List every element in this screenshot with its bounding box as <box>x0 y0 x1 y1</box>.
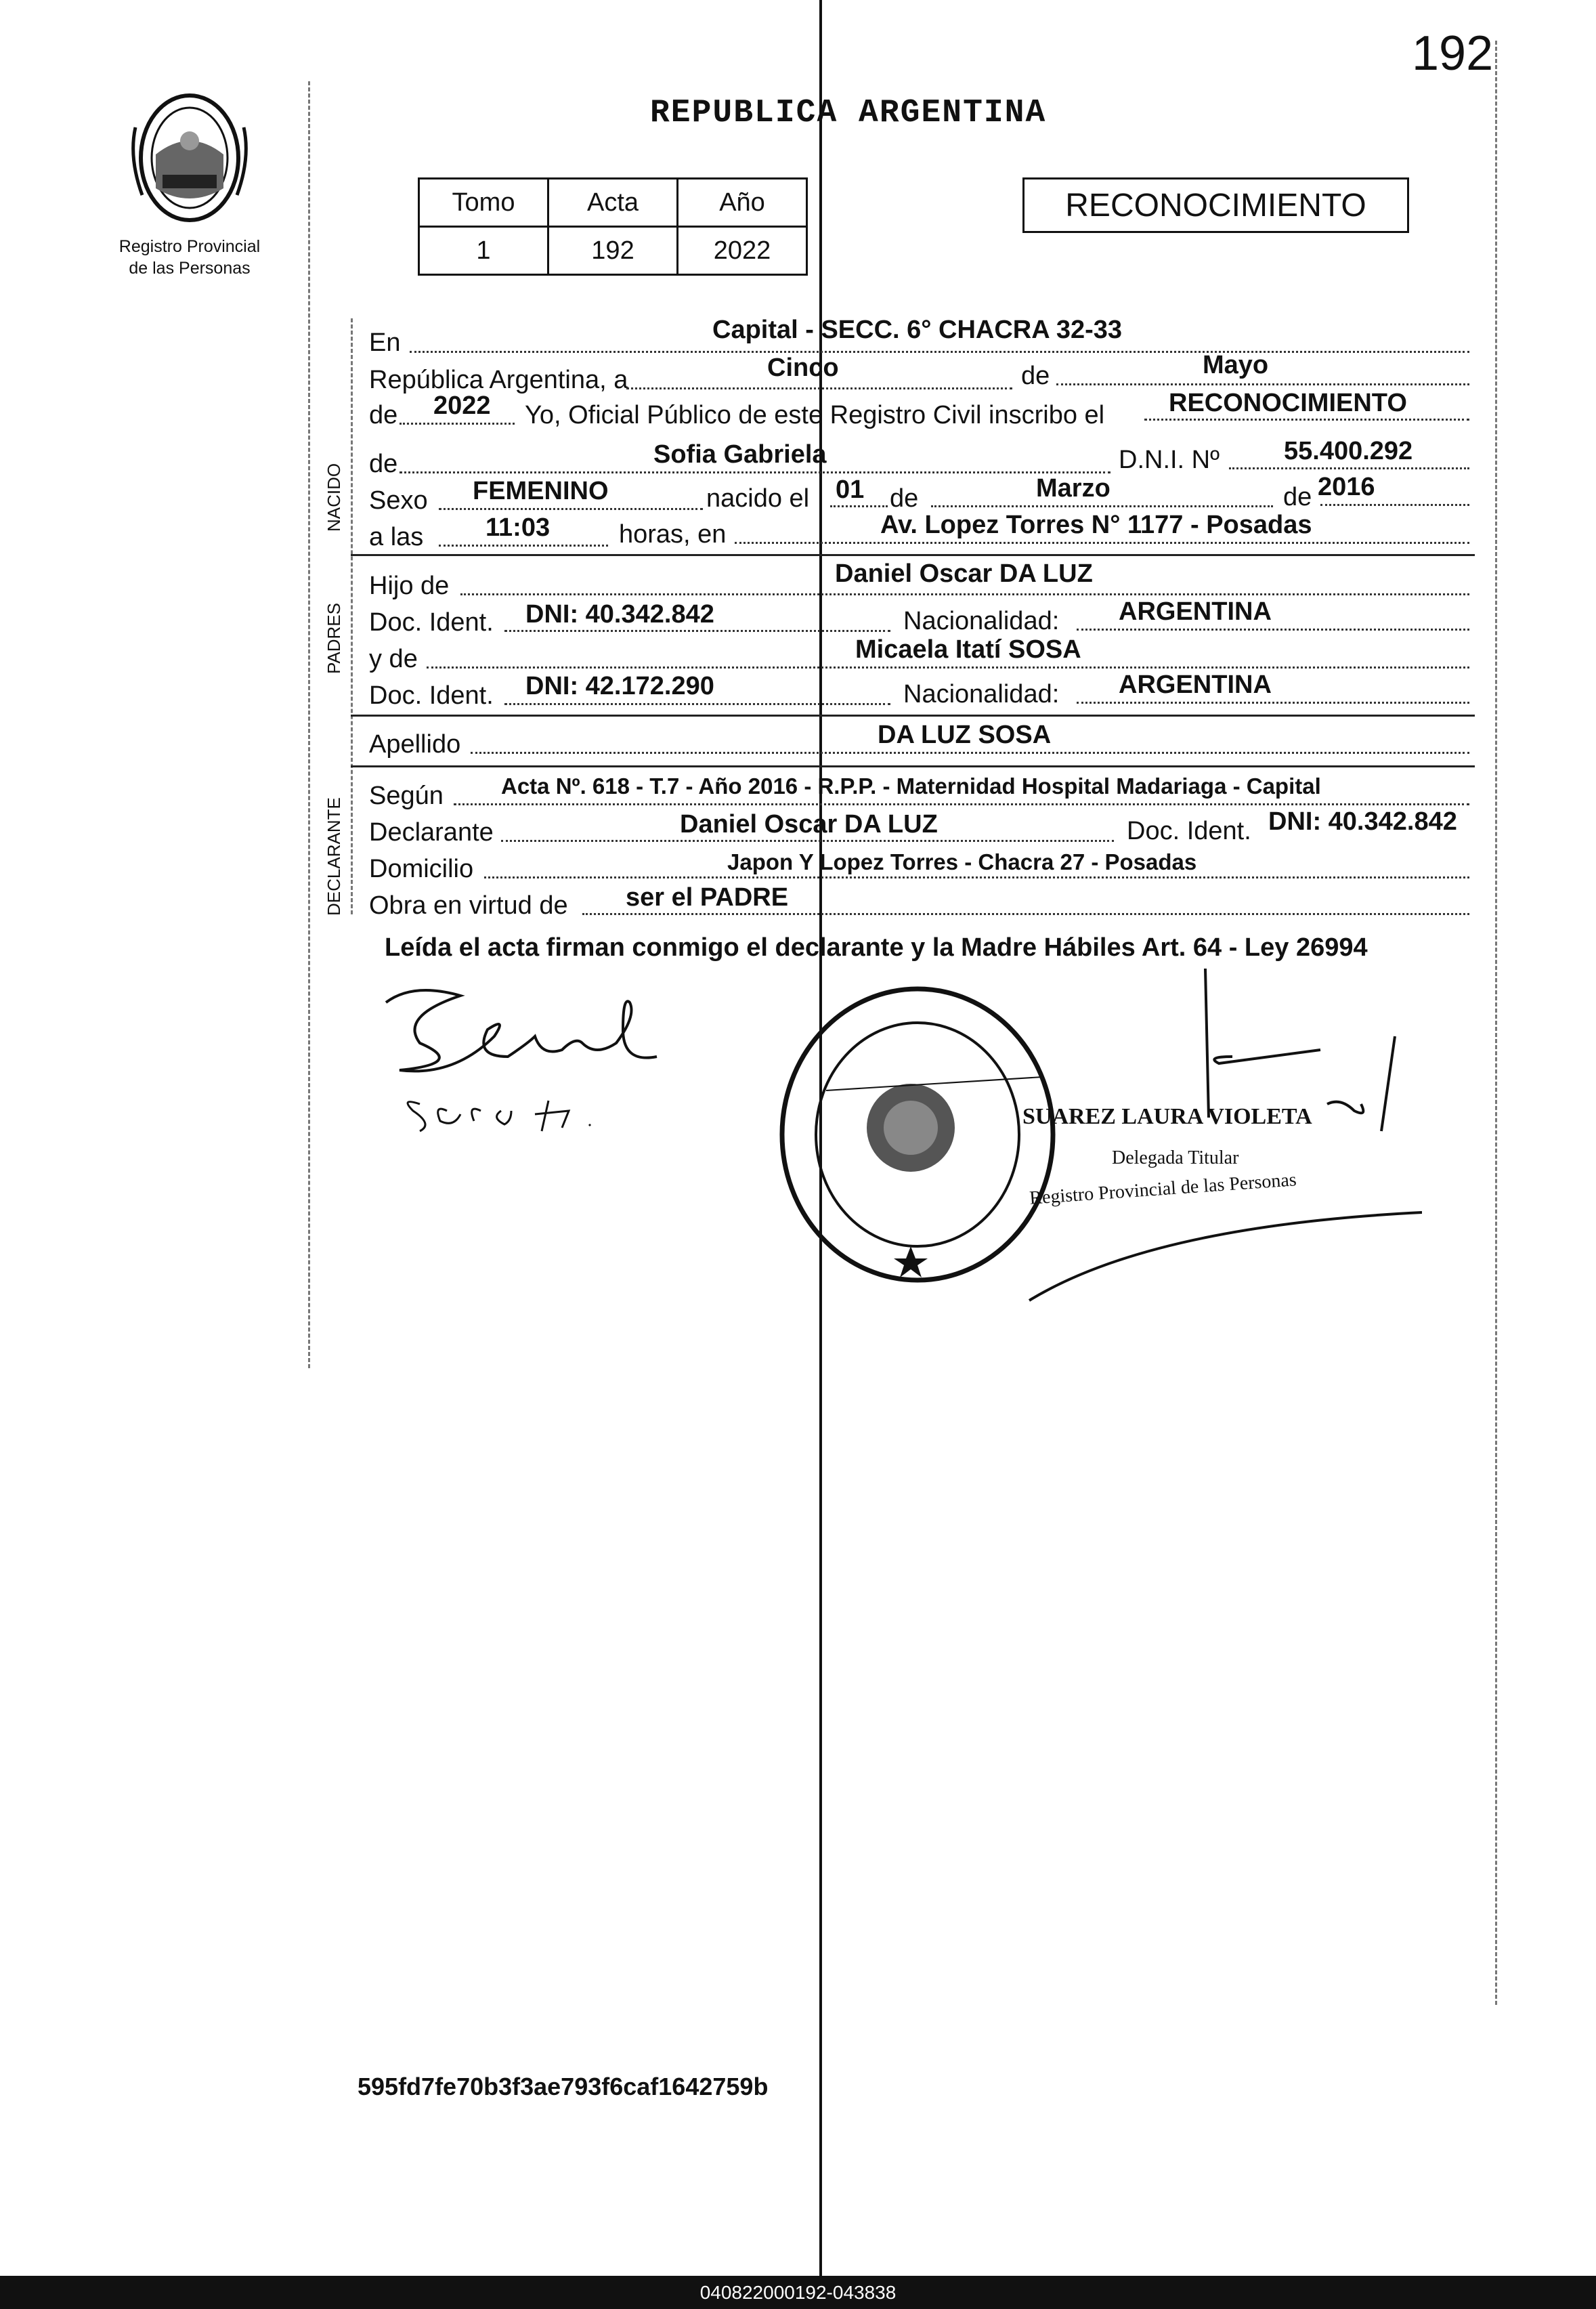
separator-padres <box>351 715 1475 717</box>
label-madre-nacionalidad: Nacionalidad: <box>903 680 1060 708</box>
dots-mes-nac <box>931 505 1273 507</box>
label-padre-doc: Doc. Ident. <box>369 608 494 637</box>
label-nacido-de: de <box>369 450 398 478</box>
value-domicilio: Japon Y Lopez Torres - Chacra 27 - Posadas <box>727 849 1197 874</box>
value-segun: Acta Nº. 618 - T.7 - Año 2016 - R.P.P. - Maternidad Hospital Madariaga - Capital <box>501 774 1321 799</box>
document-hash: 595fd7fe70b3f3ae793f6caf1642759b <box>358 2073 769 2100</box>
value-dia-nac: 01 <box>836 475 865 504</box>
section-label-padres: PADRES <box>324 603 344 674</box>
label-apellido: Apellido <box>369 730 461 759</box>
dots-padre-doc <box>504 630 890 632</box>
page-number: 192 <box>1412 26 1494 81</box>
label-hijo-de: Hijo de <box>369 572 450 600</box>
acta-table <box>418 177 808 276</box>
dots-segun <box>454 803 1469 805</box>
label-madre-doc: Doc. Ident. <box>369 681 494 710</box>
value-anio-nac: 2016 <box>1318 473 1375 501</box>
dots-anio <box>400 423 515 425</box>
header-tomo: Tomo <box>419 179 548 227</box>
value-tomo: 1 <box>419 227 548 275</box>
dots-apellido <box>471 752 1469 754</box>
dots-anio-nac <box>1320 504 1469 506</box>
value-nombre: Sofia Gabriela <box>653 440 827 469</box>
label-padre-nacionalidad: Nacionalidad: <box>903 607 1060 635</box>
value-anio-acta: 2022 <box>433 391 491 420</box>
value-sexo: FEMENINO <box>473 477 609 505</box>
value-padre: Daniel Oscar DA LUZ <box>835 559 1093 588</box>
closing-statement: Leída el acta firman conmigo el declarante y la Madre Hábiles Art. 64 - Ley 26994 <box>385 933 1368 962</box>
dots-dni <box>1229 467 1469 469</box>
dots-declarante <box>501 840 1114 842</box>
dots-obra <box>582 913 1469 915</box>
label-de: de <box>1021 362 1050 390</box>
label-segun: Según <box>369 782 444 810</box>
label-obra: Obra en virtud de <box>369 891 568 920</box>
value-lugar: Av. Lopez Torres N° 1177 - Posadas <box>880 511 1312 539</box>
document-title: REPUBLICA ARGENTINA <box>650 95 1047 131</box>
dots-madre-doc <box>504 703 890 705</box>
label-de2: de <box>369 401 398 429</box>
value-anio: 2022 <box>678 227 807 275</box>
official-signature-icon <box>1016 969 1422 1307</box>
value-declarante-doc: DNI: 40.342.842 <box>1268 807 1457 836</box>
section-label-nacido: NACIDO <box>324 463 344 532</box>
label-declarante-doc: Doc. Ident. <box>1127 817 1251 845</box>
value-apellido: DA LUZ SOSA <box>878 721 1052 749</box>
official-title: Delegada Titular <box>1112 1147 1239 1168</box>
label-de-nac: de <box>890 484 919 513</box>
value-madre-nacionalidad: ARGENTINA <box>1119 671 1272 699</box>
dots-padre-nacionalidad <box>1077 629 1469 631</box>
provincia-de-misiones-seal-icon <box>122 87 257 229</box>
left-margin-line <box>308 81 310 1368</box>
dots-dia-nac <box>830 505 888 507</box>
section-divider-line <box>351 318 353 914</box>
text-oficial: Yo, Oficial Público de este Registro Civil inscribo el <box>525 401 1105 429</box>
value-inscribe: RECONOCIMIENTO <box>1169 389 1407 417</box>
dots-en <box>410 351 1469 353</box>
value-dni: 55.400.292 <box>1284 437 1413 465</box>
value-mes-nac: Marzo <box>1036 474 1110 503</box>
section-label-declarante: DECLARANTE <box>324 797 344 916</box>
label-horas-en: horas, en <box>619 520 727 549</box>
separator-apellido <box>351 765 1475 767</box>
label-republica: República Argentina, a <box>369 366 628 394</box>
official-name: SUAREZ LAURA VIOLETA <box>1022 1104 1312 1129</box>
dots-domicilio <box>484 876 1469 878</box>
label-y-de: y de <box>369 645 418 673</box>
dots-sexo <box>439 508 703 510</box>
dots-mes <box>1056 383 1469 385</box>
dots-madre-nacionalidad <box>1077 702 1469 704</box>
value-declarante: Daniel Oscar DA LUZ <box>680 810 938 839</box>
footer-barcode-text: 040822000192-043838 <box>0 2276 1596 2309</box>
header-acta: Acta <box>548 179 678 227</box>
label-de-anio-nac: de <box>1283 483 1312 511</box>
document-type-box: RECONOCIMIENTO <box>1022 177 1409 233</box>
value-en: Capital - SECC. 6° CHACRA 32-33 <box>712 316 1123 344</box>
label-a-las: a las <box>369 523 424 551</box>
label-en: En <box>369 329 401 357</box>
right-margin-line <box>1495 41 1497 2005</box>
value-hora: 11:03 <box>486 513 551 542</box>
header-anio: Año <box>678 179 807 227</box>
value-madre: Micaela Itatí SOSA <box>855 635 1081 664</box>
dots-dia <box>626 387 1012 389</box>
label-domicilio: Domicilio <box>369 855 474 883</box>
value-acta: 192 <box>548 227 678 275</box>
value-dia: Cinco <box>767 354 839 382</box>
dots-padre <box>460 593 1469 595</box>
value-obra: ser el PADRE <box>626 883 789 912</box>
separator-nacido <box>351 554 1475 556</box>
label-dni: D.N.I. Nº <box>1119 446 1220 474</box>
label-nacido-el: nacido el <box>706 484 810 513</box>
dots-inscribe <box>1144 419 1469 421</box>
dots-lugar <box>735 542 1469 544</box>
value-padre-nacionalidad: ARGENTINA <box>1119 597 1272 626</box>
dots-hora <box>439 545 608 547</box>
official-org: Registro Provincial de las Personas <box>1029 1169 1297 1209</box>
dots-madre <box>427 666 1469 669</box>
handwritten-signature-icon <box>372 975 670 1138</box>
value-padre-doc: DNI: 40.342.842 <box>525 600 714 629</box>
value-madre-doc: DNI: 42.172.290 <box>525 672 714 700</box>
dots-nombre <box>400 471 1110 473</box>
label-declarante: Declarante <box>369 818 494 847</box>
value-mes: Mayo <box>1203 351 1269 379</box>
logo-caption: Registro Provincial de las Personas <box>118 237 261 278</box>
label-sexo: Sexo <box>369 486 428 515</box>
